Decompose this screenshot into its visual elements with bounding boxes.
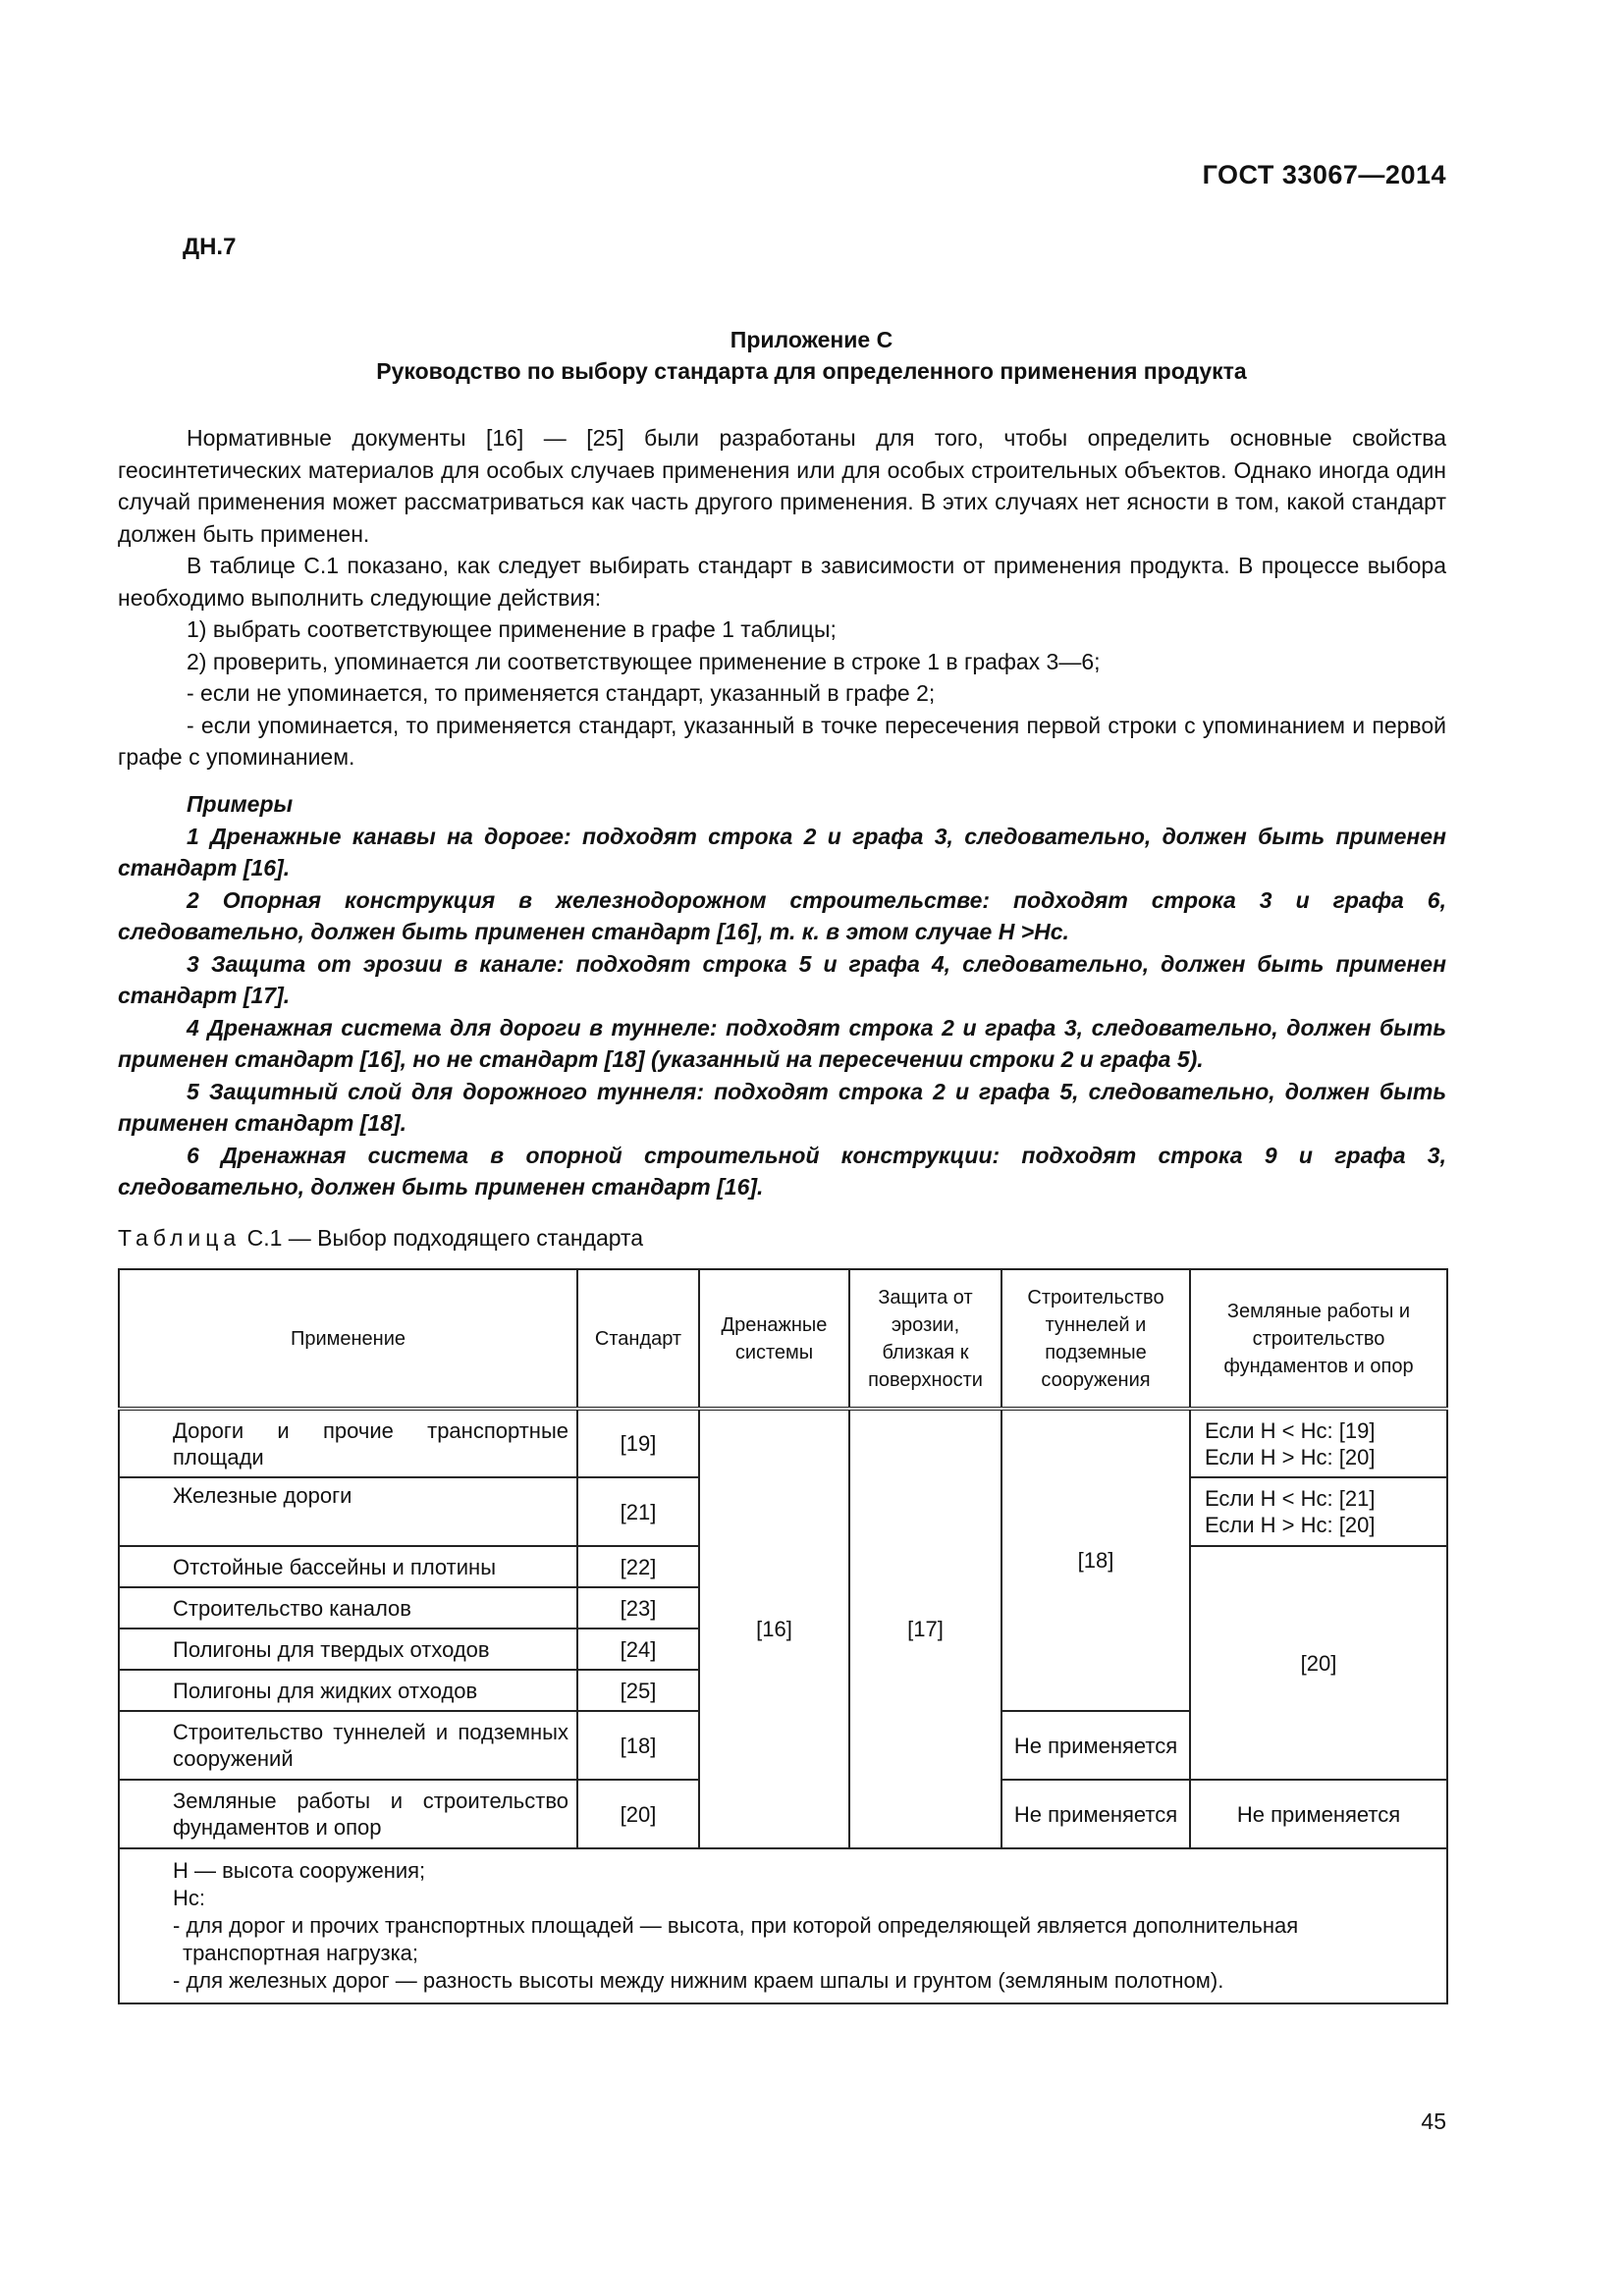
- standard-code: ГОСТ 33067—2014: [1202, 160, 1446, 189]
- header-standard: Стандарт: [577, 1269, 699, 1409]
- standard-cell: [19]: [577, 1409, 699, 1477]
- application-cell: Строительство каналов: [119, 1587, 577, 1629]
- standard-cell: [18]: [577, 1711, 699, 1780]
- intro-text: [118, 422, 1446, 774]
- example-item: 1 Дренажные канавы на дороге: подходят строка 2 и графа 3, следовательно, должен быть применен стандарт [16].: [118, 823, 1446, 881]
- header-application: Применение: [119, 1269, 577, 1409]
- intro-dash-1: - если не упоминается, то применяется стандарт, указанный в графе 2;: [187, 680, 936, 706]
- tunnels-na-cell: Не применяется: [1001, 1711, 1190, 1780]
- header-drainage: Дренажные системы: [699, 1269, 849, 1409]
- header-erosion: Защита от эрозии, близкая к поверхности: [849, 1269, 1001, 1409]
- standard-cell: [20]: [577, 1780, 699, 1848]
- standard-cell: [21]: [577, 1477, 699, 1546]
- application-cell: Полигоны для твердых отходов: [119, 1629, 577, 1670]
- condition-line: Если H < Hc: [19]: [1205, 1417, 1376, 1443]
- note-hc-rail: - для железных дорог — разность высоты между нижним краем шпалы и грунтом (земляным полотном).: [173, 1968, 1224, 1993]
- annex-subtitle: Руководство по выбору стандарта для определенного применения продукта: [376, 358, 1247, 384]
- intro-paragraph-2: В таблице С.1 показано, как следует выбирать стандарт в зависимости от применения продукта. В процессе выбора необходимо выполнить следующие действия:: [118, 553, 1446, 611]
- table-caption-text: С.1 — Выбор подходящего стандарта: [246, 1225, 644, 1251]
- intro-paragraph-1: Нормативные документы [16] — [25] были разработаны для того, чтобы определить основные свойства геосинтетических материалов для особых случаев применения или для особых строительных объектов. Однако иногда один случай применения может рассматриваться как часть другого применения. В этих случаях нет ясности в том, какой стандарт должен быть применен.: [118, 425, 1446, 547]
- tunnels-cell: [18]: [1001, 1409, 1190, 1711]
- table-row: [119, 1409, 1447, 1477]
- example-item: 4 Дренажная система для дороги в туннеле: подходят строка 2 и графа 3, следовательно, должен быть применен стандарт [16], но не стандарт [18] (указанный на пересечении строки 2 и графа 5).: [118, 1014, 1446, 1072]
- application-cell: Дороги и прочие транспортные площади: [119, 1409, 577, 1477]
- condition-line: Если H > Hc: [20]: [1205, 1513, 1376, 1537]
- standard-cell: [23]: [577, 1587, 699, 1629]
- drainage-cell: [16]: [699, 1409, 849, 1848]
- table-caption-prefix: Таблица: [118, 1225, 242, 1251]
- intro-dash-2: - если упоминается, то применяется стандарт, указанный в точке пересечения первой строки с упоминанием и первой графе с упоминанием.: [118, 712, 1446, 770]
- examples: [118, 788, 1446, 1203]
- standard-cell: [24]: [577, 1629, 699, 1670]
- earthworks-na-cell: Не применяется: [1190, 1780, 1447, 1848]
- table-notes: [119, 1848, 1447, 2003]
- example-item: 3 Защита от эрозии в канале: подходят строка 5 и графа 4, следовательно, должен быть применен стандарт [17].: [118, 950, 1446, 1008]
- application-cell: Строительство туннелей и подземных сооружений: [119, 1711, 577, 1780]
- erosion-cell: [17]: [849, 1409, 1001, 1848]
- tunnels-na-cell: Не применяется: [1001, 1780, 1190, 1848]
- application-cell: Полигоны для жидких отходов: [119, 1670, 577, 1711]
- standard-cell: [25]: [577, 1670, 699, 1711]
- intro-step-2: 2) проверить, упоминается ли соответствующее применение в строке 1 в графах 3—6;: [187, 648, 1101, 674]
- standard-cell: [22]: [577, 1546, 699, 1587]
- earthworks-rest-cell: [20]: [1190, 1546, 1447, 1780]
- application-cell: Железные дороги: [119, 1477, 577, 1546]
- standards-table: [118, 1268, 1448, 2004]
- examples-heading: Примеры: [187, 791, 294, 817]
- note-hc-roads: - для дорог и прочих транспортных площадей — высота, при которой определяющей является дополнительная транспортная нагрузка;: [173, 1913, 1299, 1965]
- annex-title: Приложение С: [730, 327, 893, 352]
- header-earthworks: Земляные работы и строительство фундаментов и опор: [1190, 1269, 1447, 1409]
- note-hc-label: Hc:: [173, 1886, 205, 1910]
- note-h-definition: H — высота сооружения;: [173, 1858, 426, 1883]
- application-cell: Отстойные бассейны и плотины: [119, 1546, 577, 1587]
- page-number: 45: [1421, 2109, 1446, 2134]
- table-notes-row: [119, 1848, 1447, 2003]
- condition-line: Если H < Hc: [21]: [1205, 1486, 1376, 1511]
- example-item: 6 Дренажная система в опорной строительной конструкции: подходят строка 9 и графа 3, следовательно, должен быть применен стандарт [16].: [118, 1142, 1446, 1200]
- section-code: ДН.7: [183, 234, 237, 260]
- earthworks-rail-cell: [1190, 1477, 1447, 1546]
- header-tunnels: Строительство туннелей и подземные сооружения: [1001, 1269, 1190, 1409]
- condition-line: Если H > Hc: [20]: [1205, 1444, 1376, 1469]
- example-item: 5 Защитный слой для дорожного туннеля: подходят строка 2 и графа 5, следовательно, должен быть применен стандарт [18].: [118, 1078, 1446, 1136]
- application-cell: Земляные работы и строительство фундаментов и опор: [119, 1780, 577, 1848]
- earthworks-roads-cell: [1190, 1409, 1447, 1477]
- example-item: 2 Опорная конструкция в железнодорожном строительстве: подходят строка 3 и графа 6, следовательно, должен быть применен стандарт [16], т. к. в этом случае H >Hc.: [118, 886, 1446, 944]
- table-header-row: [119, 1269, 1447, 1409]
- table-caption: [118, 1225, 643, 1252]
- intro-step-1: 1) выбрать соответствующее применение в графе 1 таблицы;: [187, 616, 837, 642]
